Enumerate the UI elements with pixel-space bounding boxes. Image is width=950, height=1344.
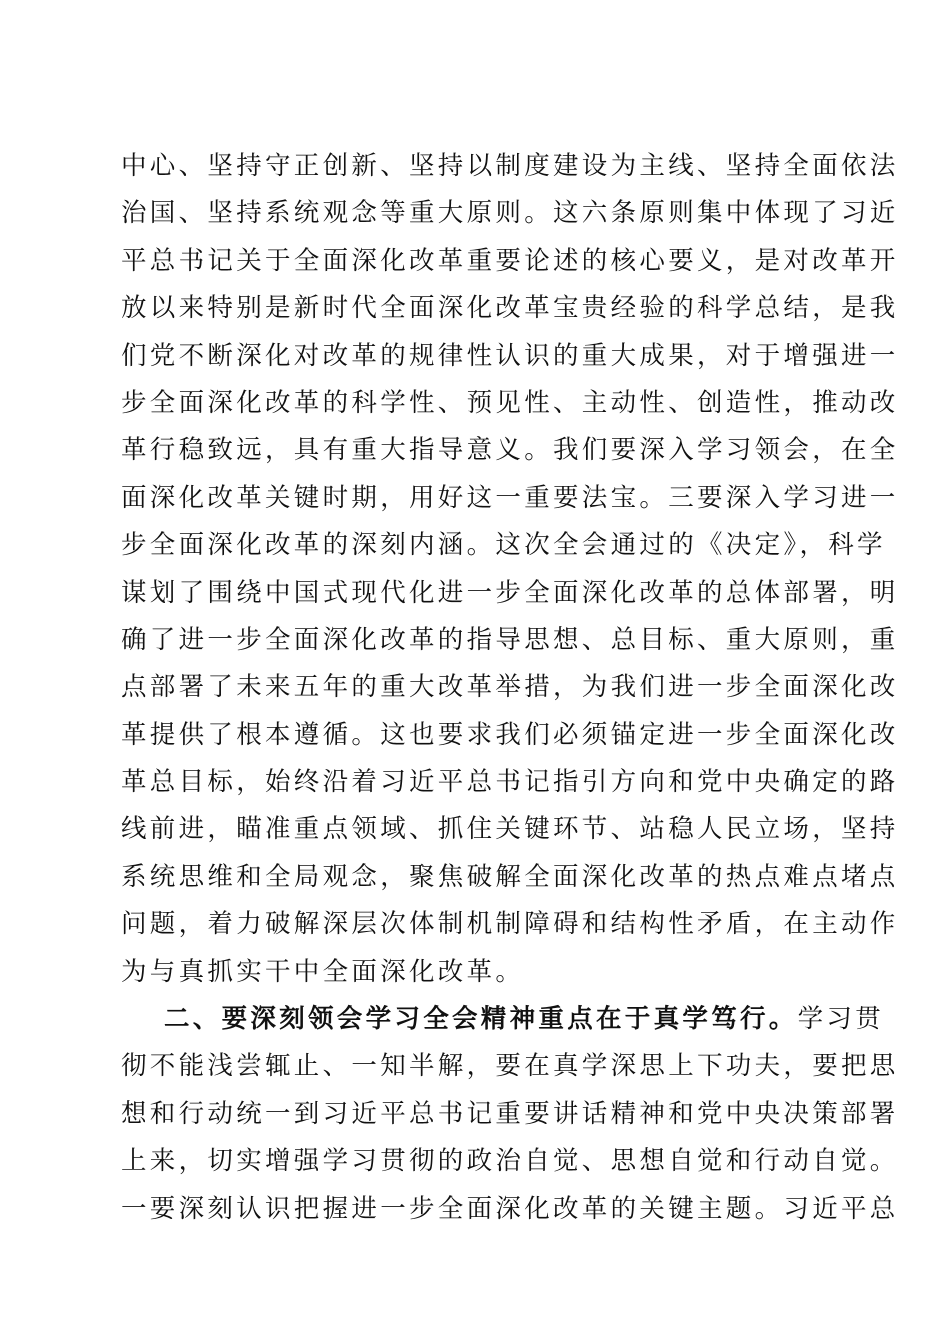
text-line: 们党不断深化对改革的规律性认识的重大成果，对于增强进一 <box>121 340 899 371</box>
section-heading-tail: 学习贯 <box>797 1004 885 1035</box>
text-line: 问题，着力破解深层次体制机制障碍和结构性矛盾，在主动作 <box>121 909 899 940</box>
text-line: 线前进，瞄准重点领域、抓住关键环节、站稳人民立场，坚持 <box>121 814 899 845</box>
text-line: 面深化改革关键时期，用好这一重要法宝。三要深入学习进一 <box>121 482 899 513</box>
section-heading: 二、要深刻领会学习全会精神重点在于真学笃行。 <box>164 1004 798 1035</box>
section-heading-line <box>121 996 885 1043</box>
text-line: 革总目标，始终沿着习近平总书记指引方向和党中央确定的路 <box>121 767 899 798</box>
text-line: 一要深刻认识把握进一步全面深化改革的关键主题。习近平总 <box>121 1193 899 1224</box>
text-line: 确了进一步全面深化改革的指导思想、总目标、重大原则，重 <box>121 624 899 655</box>
text-line: 革行稳致远，具有重大指导意义。我们要深入学习领会，在全 <box>121 435 899 466</box>
text-line: 革提供了根本遵循。这也要求我们必须锚定进一步全面深化改 <box>121 719 899 750</box>
text-line: 想和行动统一到习近平总书记重要讲话精神和党中央决策部署 <box>121 1098 899 1129</box>
text-line: 中心、坚持守正创新、坚持以制度建设为主线、坚持全面依法 <box>121 151 899 181</box>
text-line: 点部署了未来五年的重大改革举措，为我们进一步全面深化改 <box>121 672 899 703</box>
text-line: 治国、坚持系统观念等重大原则。这六条原则集中体现了习近 <box>121 198 899 229</box>
text-line: 步全面深化改革的深刻内涵。这次全会通过的《决定》，科学 <box>121 530 886 561</box>
text-line: 为与真抓实干中全面深化改革。 <box>121 956 525 987</box>
body-text <box>121 143 899 1233</box>
text-line: 放以来特别是新时代全面深化改革宝贵经验的科学总结，是我 <box>121 293 899 324</box>
text-line: 彻不能浅尝辄止、一知半解，要在真学深思上下功夫，要把思 <box>121 1051 899 1082</box>
text-line: 系统思维和全局观念，聚焦破解全面深化改革的热点难点堵点 <box>121 861 899 892</box>
text-line: 步全面深化改革的科学性、预见性、主动性、创造性，推动改 <box>121 387 899 418</box>
text-line: 上来，切实增强学习贯彻的政治自觉、思想自觉和行动自觉。 <box>121 1146 899 1177</box>
text-line: 平总书记关于全面深化改革重要论述的核心要义，是对改革开 <box>121 245 899 276</box>
text-line: 谋划了围绕中国式现代化进一步全面深化改革的总体部署，明 <box>121 577 899 608</box>
